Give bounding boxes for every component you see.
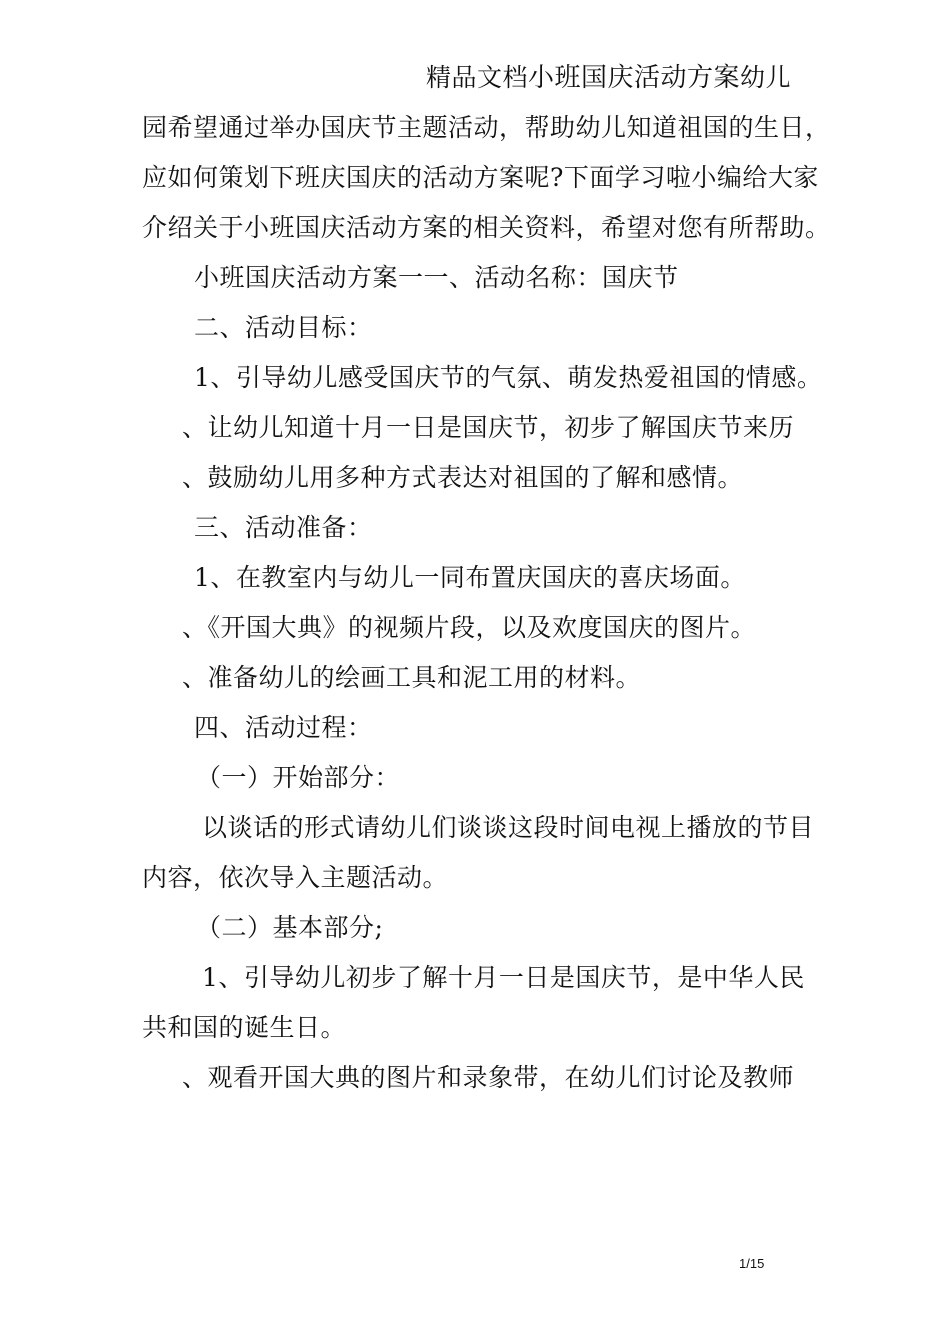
- intro-line-3: 介绍关于小班国庆活动方案的相关资料，希望对您有所帮助。: [142, 213, 831, 242]
- part-2-item-1-line-2: 共和国的诞生日。: [142, 1013, 347, 1042]
- process-heading: 四、活动过程：: [194, 713, 373, 742]
- intro-line-1: 园希望通过举办国庆节主题活动，帮助幼儿知道祖国的生日，: [142, 113, 831, 142]
- page-number: 1/15: [739, 1256, 765, 1271]
- part-2-item-1-line-1: 1、引导幼儿初步了解十月一日是国庆节，是中华人民: [202, 963, 805, 992]
- document-title: 小班国庆活动方案: [528, 63, 741, 93]
- goals-heading: 二、活动目标：: [194, 313, 373, 342]
- header-prefix: 精品文档: [426, 63, 529, 92]
- prep-item-1: 1、在教室内与幼儿一同布置庆国庆的喜庆场面。: [194, 563, 746, 592]
- header-suffix: 幼儿: [740, 63, 792, 92]
- part-2-item-2: 、观看开国大典的图片和录象带，在幼儿们讨论及教师: [182, 1063, 795, 1092]
- title-line: [426, 62, 791, 94]
- prep-item-3: 、准备幼儿的绘画工具和泥工用的材料。: [182, 663, 642, 692]
- goal-item-2: 、让幼儿知道十月一日是国庆节，初步了解国庆节来历: [182, 413, 795, 442]
- prep-heading: 三、活动准备：: [194, 513, 373, 542]
- goal-item-1: 1、引导幼儿感受国庆节的气氛、萌发热爱祖国的情感。: [194, 363, 823, 392]
- goal-item-3: 、鼓励幼儿用多种方式表达对祖国的了解和感情。: [182, 463, 744, 492]
- part-1-text-line-2: 内容，依次导入主题活动。: [142, 863, 449, 892]
- part-1-text-line-1: 以谈话的形式请幼儿们谈谈这段时间电视上播放的节目: [202, 813, 815, 842]
- intro-line-2: 应如何策划下班庆国庆的活动方案呢?下面学习啦小编给大家: [142, 163, 819, 192]
- prep-item-2: 、《开国大典》的视频片段，以及欢度国庆的图片。: [182, 613, 757, 642]
- part-2-heading: （二）基本部分;: [196, 913, 384, 942]
- part-1-heading: （一）开始部分：: [196, 763, 401, 792]
- section-1-heading: 小班国庆活动方案一一、活动名称：国庆节: [194, 263, 679, 292]
